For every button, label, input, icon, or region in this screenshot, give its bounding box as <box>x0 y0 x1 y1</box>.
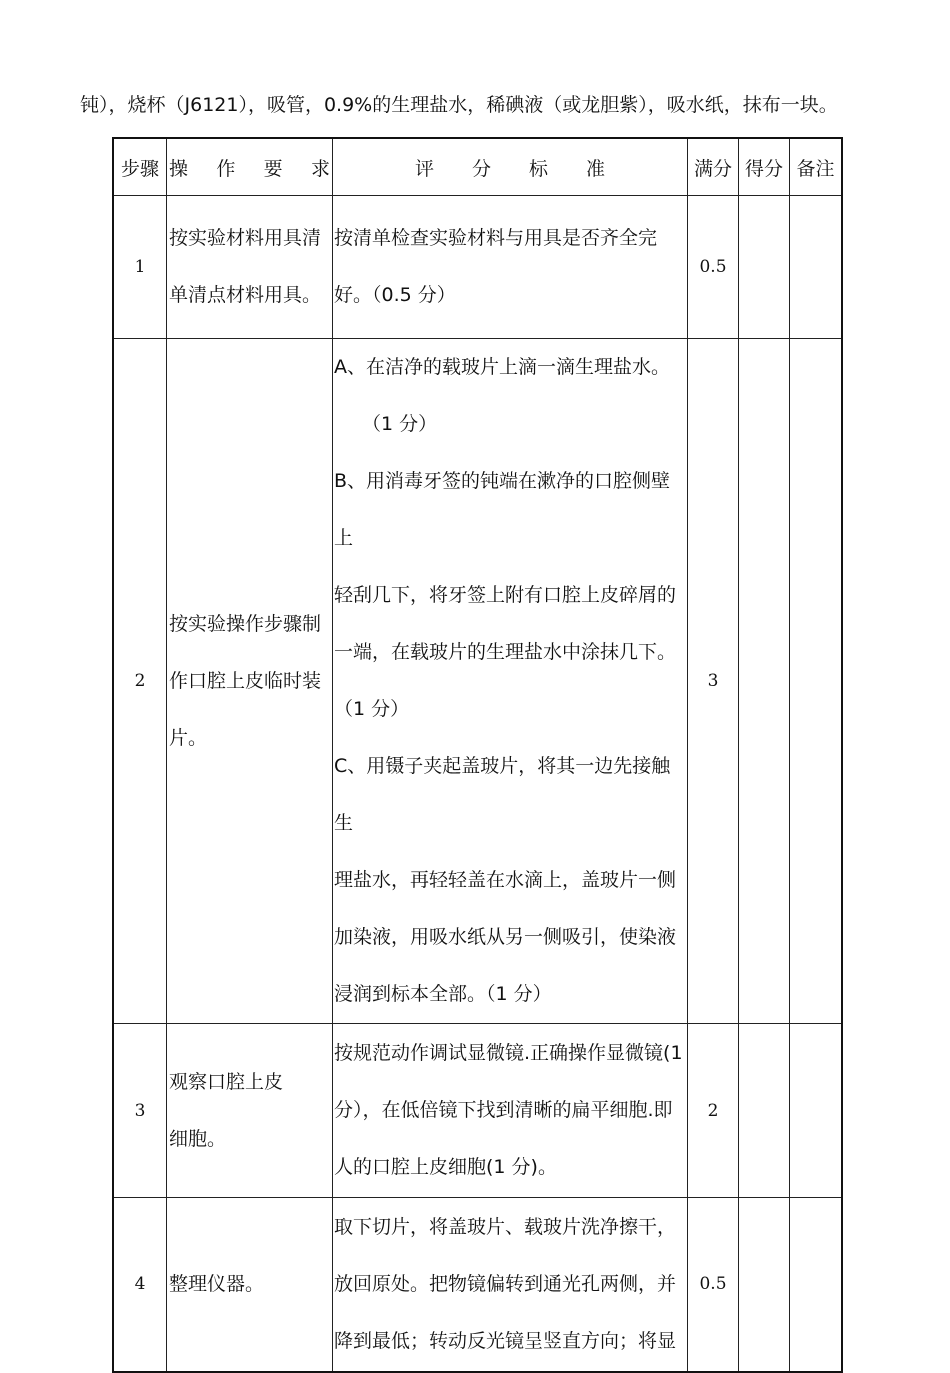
standard-cell <box>333 196 688 339</box>
step-number: 4 <box>113 1198 167 1372</box>
header-full-score: 满分 <box>688 138 739 196</box>
standard-line: C、用镊子夹起盖玻片，将其一边先接触生 <box>334 755 671 834</box>
standard-line: 轻刮几下，将牙签上附有口腔上皮碎屑的 <box>334 584 677 606</box>
note-cell <box>790 339 843 1024</box>
requirement-line: 观察口腔上皮 <box>169 1070 284 1093</box>
header-requirement-char: 操 <box>169 157 189 180</box>
standard-cell <box>333 339 688 1024</box>
table-row <box>113 339 842 1024</box>
step-number: 2 <box>113 339 167 1024</box>
requirement-line: 按实验操作步骤制 <box>169 612 322 635</box>
standard-line: 按规范动作调试显微镜.正确操作显微镜(1 <box>334 1042 683 1064</box>
step-number: 1 <box>113 196 167 339</box>
header-requirement <box>167 138 333 196</box>
step-number: 3 <box>113 1024 167 1198</box>
standard-line: 人的口腔上皮细胞(1 分)。 <box>334 1156 557 1178</box>
score-cell <box>739 196 790 339</box>
header-note: 备注 <box>790 138 843 196</box>
standard-line: B、用消毒牙签的钝端在漱净的口腔侧壁上 <box>334 470 671 549</box>
standard-line: 理盐水，再轻轻盖在水滴上，盖玻片一侧 <box>334 869 677 891</box>
table-row <box>113 1198 842 1372</box>
note-cell <box>790 196 843 339</box>
requirement-line: 作口腔上皮临时装 <box>169 669 322 692</box>
standard-cell <box>333 1024 688 1198</box>
requirement-line: 单清点材料用具。 <box>169 284 322 306</box>
note-cell <box>790 1024 843 1198</box>
score-cell <box>739 339 790 1024</box>
full-score: 0.5 <box>688 196 739 339</box>
table-row <box>113 1024 842 1198</box>
header-standard: 评 分 标 准 <box>333 138 688 196</box>
header-requirement-char: 要 <box>263 157 283 180</box>
full-score: 2 <box>688 1024 739 1198</box>
requirement-cell <box>167 196 333 339</box>
standard-line: 取下切片，将盖玻片、载玻片洗净擦干， <box>334 1215 677 1238</box>
standard-line: 放回原处。把物镜偏转到通光孔两侧，并 <box>334 1272 677 1295</box>
standard-line: 浸润到标本全部。（1 分） <box>334 983 552 1005</box>
header-requirement-char: 作 <box>216 157 236 180</box>
header-step: 步骤 <box>113 138 167 196</box>
requirement-cell: 整理仪器。 <box>167 1198 333 1372</box>
standard-line: 分），在低倍镜下找到清晰的扁平细胞.即 <box>334 1099 673 1121</box>
table-header-row <box>113 138 842 196</box>
requirement-line: 细胞。 <box>169 1127 227 1150</box>
score-cell <box>739 1024 790 1198</box>
standard-line: 一端，在载玻片的生理盐水中涂抹几下。 <box>334 641 677 663</box>
standard-line: 按清单检查实验材料与用具是否齐全完 <box>334 227 658 249</box>
requirement-line: 片。 <box>169 726 208 749</box>
requirement-cell <box>167 1024 333 1198</box>
standard-cell <box>333 1198 688 1372</box>
note-cell <box>790 1198 843 1372</box>
standard-line: （1 分） <box>334 698 410 720</box>
standard-line: 加染液，用吸水纸从另一侧吸引，使染液 <box>334 926 677 948</box>
scoring-table <box>112 137 843 1373</box>
standard-line: 好。（0.5 分） <box>334 284 456 306</box>
standard-line: 降到最低；转动反光镜呈竖直方向；将显 <box>334 1329 677 1352</box>
table-row <box>113 196 842 339</box>
requirement-cell <box>167 339 333 1024</box>
header-requirement-char: 求 <box>310 157 330 180</box>
standard-line: A、在洁净的载玻片上滴一滴生理盐水。 <box>334 356 670 378</box>
score-cell <box>739 1198 790 1372</box>
header-score: 得分 <box>739 138 790 196</box>
full-score: 3 <box>688 339 739 1024</box>
intro-materials-text: 钝），烧杯（J6121），吸管，0.9%的生理盐水，稀碘液（或龙胆紫），吸水纸，抹布一块。 <box>80 94 838 116</box>
standard-line: （1 分） <box>362 413 438 435</box>
requirement-line: 按实验材料用具清 <box>169 227 322 249</box>
full-score: 0.5 <box>688 1198 739 1372</box>
